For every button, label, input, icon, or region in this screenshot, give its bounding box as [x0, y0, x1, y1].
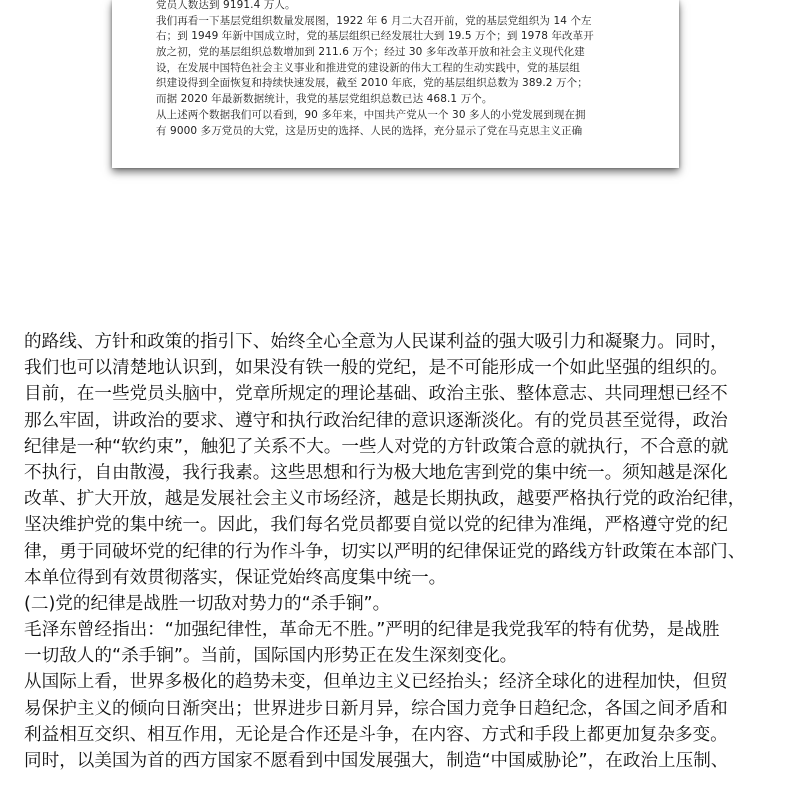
slide-text-line: 从上述两个数据我们可以看到，90 多年来，中国共产党从一个 30 多人的小党发展到现在拥: [156, 108, 586, 121]
slide-text-line: 有 9000 多万党员的大党，这是历史的选择、人民的选择，充分显示了党在马克思主义正确: [156, 124, 583, 137]
slide-text-line: 而据 2020 年最新数据统计，我党的基层党组织总数已达 468.1 万个。: [156, 93, 493, 106]
slide-text-line: 右；到 1949 年新中国成立时，党的基层组织已经发展壮大到 19.5 万个；到 1978 年改革开: [156, 30, 594, 43]
body-text-line: 坚决维护党的集中统一。因此，我们每名党员都要自觉以党的纪律为准绳，严格遵守党的纪: [24, 515, 728, 536]
slide-text-line: 党员人数达到 9191.4 万人。: [156, 0, 296, 11]
body-text-line: 易保护主义的倾向日渐突出；世界进步日新月异，综合国力竞争日趋纪念，各国之间矛盾和: [24, 698, 728, 719]
slide-text-line: 织建设得到全面恢复和持续快速发展，截至 2010 年底，党的基层组织总数为 389.2 万个；: [156, 77, 588, 90]
body-text-line: 从国际上看，世界多极化的趋势未变，但单边主义已经抬头；经济全球化的进程加快，但贸: [24, 672, 728, 693]
body-text-line: 利益相互交织、相互作用，无论是合作还是斗争，在内容、方式和手段上都更加复杂多变。: [24, 724, 728, 745]
body-text-line: 不执行，自由散漫，我行我素。这些思想和行为极大地危害到党的集中统一。须知越是深化: [24, 462, 728, 483]
body-text-line: 律，勇于同破坏党的纪律的行为作斗争，切实以严明的纪律保证党的路线方针政策在本部门、: [24, 541, 746, 562]
body-text-line: 本单位得到有效贯彻落实，保证党始终高度集中统一。: [24, 567, 447, 588]
body-text-line: 一切敌人的“杀手锏”。当前，国际国内形势正在发生深刻变化。: [24, 646, 518, 667]
slide-text-block: [156, 0, 666, 139]
body-text-line: 纪律是一种“软约束”，触犯了关系不大。一些人对党的方针政策合意的就执行，不合意的就: [24, 436, 729, 457]
body-text-line: 的路线、方针和政策的指引下、始终全心全意为人民谋利益的强大吸引力和凝聚力。同时，: [24, 332, 728, 352]
embedded-slide-image: [112, 0, 679, 168]
body-text-line: 改革、扩大开放，越是发展社会主义市场经济，越是长期执政，越要严格执行党的政治纪律，: [24, 489, 746, 510]
body-text-line: 同时，以美国为首的西方国家不愿看到中国发展强大，制造“中国威胁论”，在政治上压制、: [24, 751, 729, 771]
slide-text-line: 我们再看一下基层党组织数量发展图，1922 年 6 月二大召开前，党的基层党组织为 14 个左: [156, 14, 592, 27]
body-text-line: 那么牢固，讲政治的要求、遵守和执行政治纪律的意识逐渐淡化。有的党员甚至觉得，政治: [24, 410, 728, 431]
body-text-line: 我们也可以清楚地认识到，如果没有铁一般的党纪，是不可能形成一个如此坚强的组织的。: [24, 358, 728, 379]
slide-text-line: 放之初，党的基层组织总数增加到 211.6 万个；经过 30 多年改革开放和社会主义现代化建: [156, 46, 585, 59]
body-text-line: 目前，在一些党员头脑中，党章所规定的理论基础、政治主张、整体意志、共同理想已经不: [24, 384, 728, 405]
body-text-line: 毛泽东曾经指出：“加强纪律性，革命无不胜。”严明的纪律是我党我军的特有优势，是战胜: [24, 620, 720, 641]
slide-text-line: 设，在发展中国特色社会主义事业和推进党的建设新的伟大工程的生动实践中，党的基层组: [156, 61, 580, 74]
document-body-text: [24, 329, 784, 774]
section-heading: (二)党的纪律是战胜一切敌对势力的“杀手锏”。: [24, 593, 391, 614]
